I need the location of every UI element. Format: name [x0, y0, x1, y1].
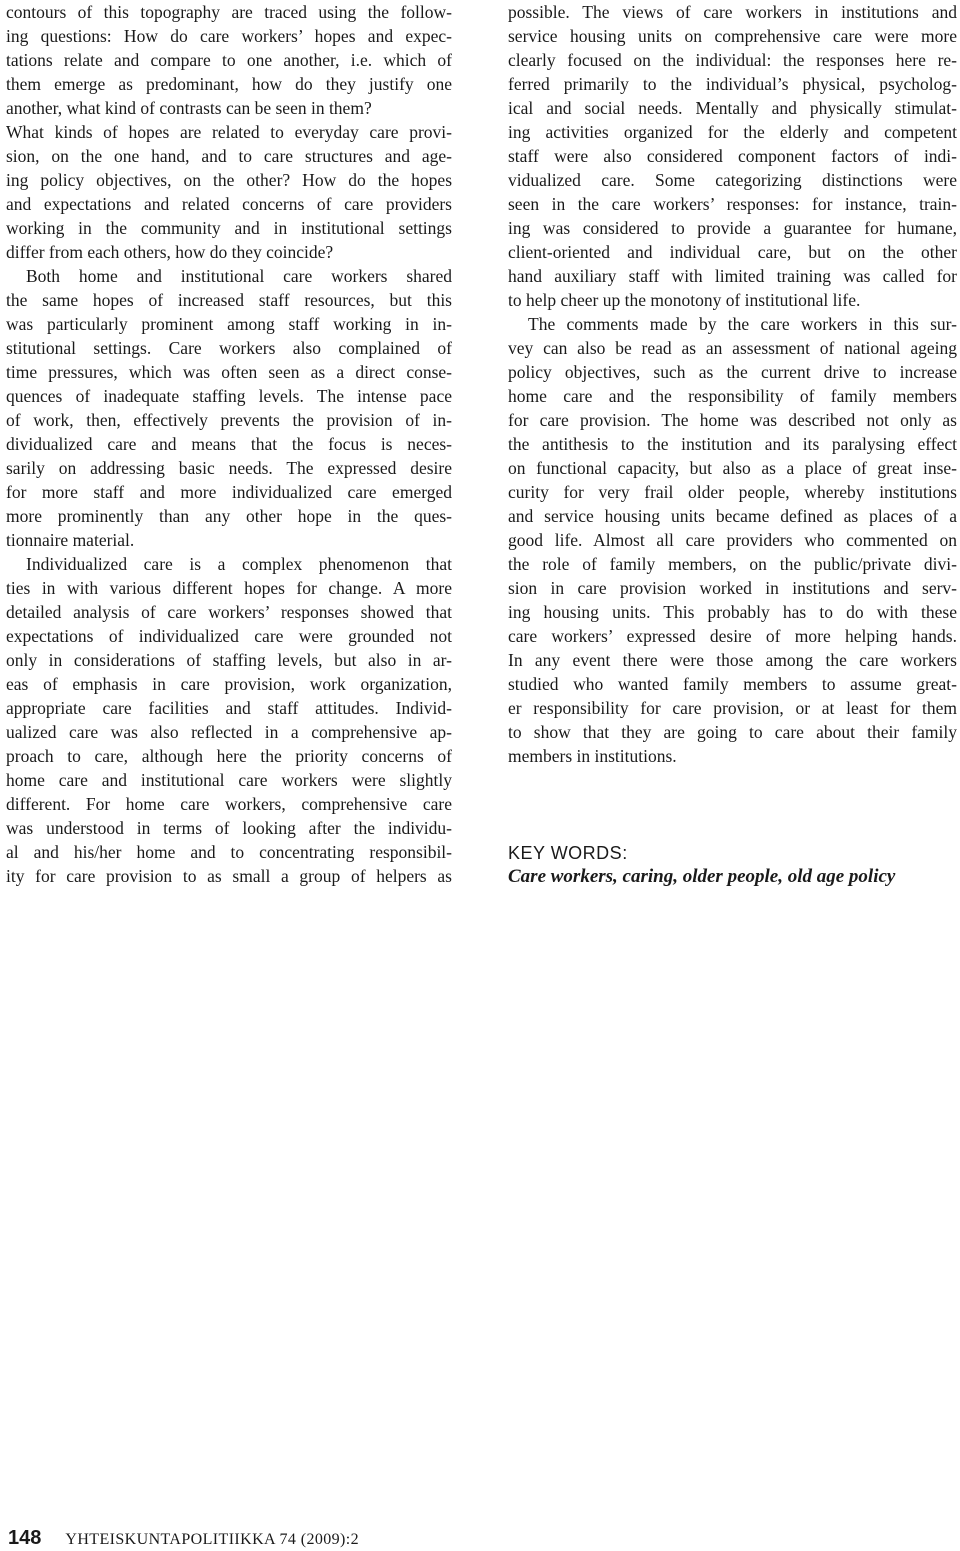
- text-line: vidualized care. Some categorizing distinctions were: [508, 170, 957, 190]
- text-line: What kinds of hopes are related to everyday care provi-: [6, 122, 452, 142]
- text-line: home care and the responsibility of family members: [508, 386, 957, 406]
- text-line: stitutional settings. Care workers also complained of: [6, 338, 452, 358]
- text-line: curity for very frail older people, whereby institutions: [508, 482, 957, 502]
- text-line: contours of this topography are traced using the follow-: [6, 2, 452, 22]
- text-line: home care and institutional care workers were slightly: [6, 770, 452, 790]
- text-line: another, what kind of contrasts can be seen in them?: [6, 98, 372, 118]
- text-line: for care provision. The home was described not only as: [508, 410, 957, 430]
- text-line: the role of family members, on the public/private divi-: [508, 554, 957, 574]
- text-line: vey can also be read as an assessment of national ageing: [508, 338, 957, 358]
- text-line: ity for care provision to as small a group of helpers as: [6, 866, 452, 886]
- text-line: ferred primarily to the individual’s physical, psycholog-: [508, 74, 957, 94]
- text-line: ical and social needs. Mentally and physically stimulat-: [508, 98, 957, 118]
- text-line: studied who wanted family members to assume great-: [508, 674, 957, 694]
- text-line: In any event there were those among the care workers: [508, 650, 957, 670]
- text-line: only in considerations of staffing levels, but also in ar-: [6, 650, 452, 670]
- text-line: was particularly prominent among staff working in in-: [6, 314, 452, 334]
- text-line: policy objectives, such as the current drive to increase: [508, 362, 957, 382]
- text-line: ing questions: How do care workers’ hopes and expec-: [6, 26, 452, 46]
- text-line: ing activities organized for the elderly and competent: [508, 122, 957, 142]
- keywords-heading: KEY WORDS:: [508, 843, 628, 863]
- text-line: tionnaire material.: [6, 530, 135, 550]
- text-line: Individualized care is a complex phenomenon that: [26, 554, 452, 574]
- text-line: clearly focused on the individual: the responses here re-: [508, 50, 957, 70]
- keywords-terms: Care workers, caring, older people, old age policy: [508, 866, 896, 887]
- text-line: ualized care was also reflected in a comprehensive ap-: [6, 722, 452, 742]
- text-line: different. For home care workers, comprehensive care: [6, 794, 452, 814]
- text-line: time pressures, which was often seen as a direct conse-: [6, 362, 452, 382]
- text-line: service housing units on comprehensive care were more: [508, 26, 957, 46]
- text-line: tations relate and compare to one another, i.e. which of: [6, 50, 452, 70]
- text-line: working in the community and in institutional settings: [6, 218, 452, 238]
- text-line: more prominently than any other hope in the ques-: [6, 506, 452, 526]
- text-line: ing policy objectives, on the other? How do the hopes: [6, 170, 452, 190]
- text-line: care workers’ expressed desire of more helping hands.: [508, 626, 957, 646]
- text-line: ties in with various different hopes for change. A more: [6, 578, 452, 598]
- text-line: members in institutions.: [508, 746, 677, 766]
- journal-citation: YHTEISKUNTAPOLITIIKKA 74 (2009):2: [65, 1531, 360, 1548]
- text-line: dividualized care and means that the focus is neces-: [6, 434, 452, 454]
- text-line: ing housing units. This probably has to do with these: [508, 602, 957, 622]
- text-line: The comments made by the care workers in this sur-: [528, 314, 957, 334]
- text-line: sarily on addressing basic needs. The expressed desire: [6, 458, 452, 478]
- text-line: for more staff and more individualized care emerged: [6, 482, 452, 502]
- text-line: on functional capacity, but also as a place of great inse-: [508, 458, 957, 478]
- text-line: quences of inadequate staffing levels. The intense pace: [6, 386, 452, 406]
- text-line: detailed analysis of care workers’ responses showed that: [6, 602, 452, 622]
- right-text-column: [508, 0, 957, 768]
- text-line: ing was considered to provide a guarantee for humane,: [508, 218, 957, 238]
- text-line: and service housing units became defined as places of a: [508, 506, 957, 526]
- text-line: was understood in terms of looking after the individu-: [6, 818, 452, 838]
- text-line: to show that they are going to care about their family: [508, 722, 957, 742]
- page-number: 148: [8, 1527, 42, 1549]
- text-line: sion in care provision worked in institutions and serv-: [508, 578, 957, 598]
- text-line: hand auxiliary staff with limited training was called for: [508, 266, 957, 286]
- text-line: the same hopes of increased staff resources, but this: [6, 290, 452, 310]
- text-line: er responsibility for care provision, or at least for them: [508, 698, 957, 718]
- page-footer: [8, 1527, 359, 1550]
- text-line: Both home and institutional care workers shared: [26, 266, 452, 286]
- text-line: proach to care, although here the priority concerns of: [6, 746, 452, 766]
- text-line: them emerge as predominant, how do they justify one: [6, 74, 452, 94]
- text-line: seen in the care workers’ responses: for instance, train-: [508, 194, 957, 214]
- left-text-column: [6, 0, 452, 888]
- text-line: sion, on the one hand, and to care structures and age-: [6, 146, 452, 166]
- text-line: al and his/her home and to concentrating responsibil-: [6, 842, 452, 862]
- text-line: client-oriented and individual care, but on the other: [508, 242, 957, 262]
- text-line: the antithesis to the institution and its paralysing effect: [508, 434, 957, 454]
- text-line: appropriate care facilities and staff attitudes. Individ-: [6, 698, 452, 718]
- text-line: of work, then, effectively prevents the provision of in-: [6, 410, 452, 430]
- text-line: staff were also considered component factors of indi-: [508, 146, 957, 166]
- text-line: and expectations and related concerns of care providers: [6, 194, 452, 214]
- text-line: possible. The views of care workers in institutions and: [508, 2, 957, 22]
- text-line: differ from each others, how do they coincide?: [6, 242, 334, 262]
- text-line: to help cheer up the monotony of institutional life.: [508, 290, 861, 310]
- text-line: good life. Almost all care providers who commented on: [508, 530, 957, 550]
- text-line: expectations of individualized care were grounded not: [6, 626, 452, 646]
- text-line: eas of emphasis in care provision, work organization,: [6, 674, 452, 694]
